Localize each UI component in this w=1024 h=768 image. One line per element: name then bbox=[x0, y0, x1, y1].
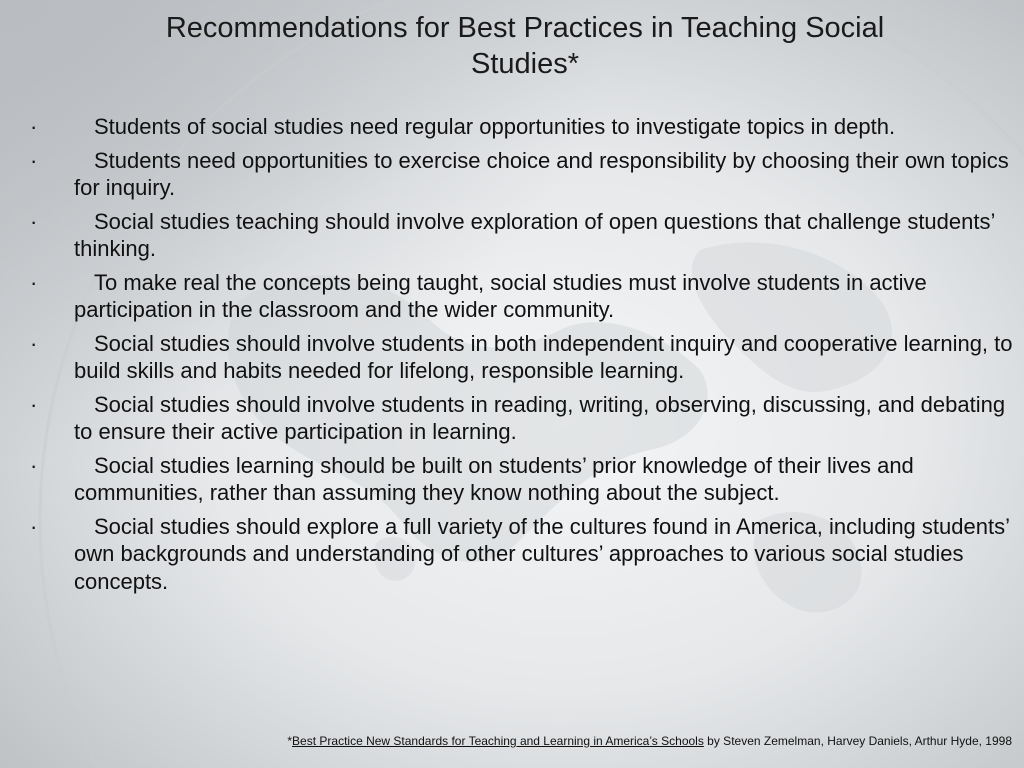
list-item bbox=[30, 208, 1015, 263]
bullet-text: Students need opportunities to exercise choice and responsibility by choosing their own topics for inquiry. bbox=[74, 147, 1009, 200]
list-item bbox=[30, 391, 1015, 446]
bullet-dot-icon: · bbox=[30, 147, 38, 173]
bullet-dot-icon: · bbox=[30, 452, 38, 478]
citation-footnote bbox=[287, 733, 1012, 749]
bullet-dot-icon: · bbox=[30, 391, 38, 417]
bullet-text: Social studies teaching should involve exploration of open questions that challenge students’ thinking. bbox=[74, 208, 995, 261]
list-item bbox=[30, 513, 1015, 596]
list-item bbox=[30, 330, 1015, 385]
list-item bbox=[30, 452, 1015, 507]
bullet-text: Social studies learning should be built on students’ prior knowledge of their lives and communities, rather than assuming they know nothing about the subject. bbox=[74, 452, 914, 505]
bullet-dot-icon: · bbox=[30, 208, 38, 234]
bullet-dot-icon: · bbox=[30, 269, 38, 295]
citation-asterisk: * bbox=[287, 734, 293, 748]
recommendations-list bbox=[30, 113, 1015, 601]
bullet-dot-icon: · bbox=[30, 114, 38, 139]
bullet-text: Social studies should involve students in reading, writing, observing, discussing, and debating to ensure their active participation in learning. bbox=[74, 391, 1006, 444]
bullet-text: Social studies should involve students in both independent inquiry and cooperative learning, to build skills and habits needed for lifelong, responsible learning. bbox=[74, 330, 1013, 383]
bullet-text: Students of social studies need regular opportunities to investigate topics in depth. bbox=[94, 114, 896, 139]
bullet-text: Social studies should explore a full variety of the cultures found in America, including students’ own backgrounds and understanding of other cultures’ approaches to various social studies concepts. bbox=[74, 513, 1010, 594]
list-item bbox=[30, 113, 1015, 141]
bullet-dot-icon: · bbox=[30, 513, 38, 539]
bullet-dot-icon: · bbox=[30, 330, 38, 356]
bullet-text: To make real the concepts being taught, social studies must involve students in active participation in the classroom and the wider community. bbox=[74, 269, 927, 322]
list-item bbox=[30, 269, 1015, 324]
slide-title: Recommendations for Best Practices in Teaching Social Studies* bbox=[165, 12, 885, 80]
list-item bbox=[30, 147, 1015, 202]
citation-authors: by Steven Zemelman, Harvey Daniels, Arthur Hyde, 1998 bbox=[703, 734, 1012, 748]
citation-book-title: Best Practice New Standards for Teaching and Learning in America’s Schools bbox=[292, 734, 704, 748]
